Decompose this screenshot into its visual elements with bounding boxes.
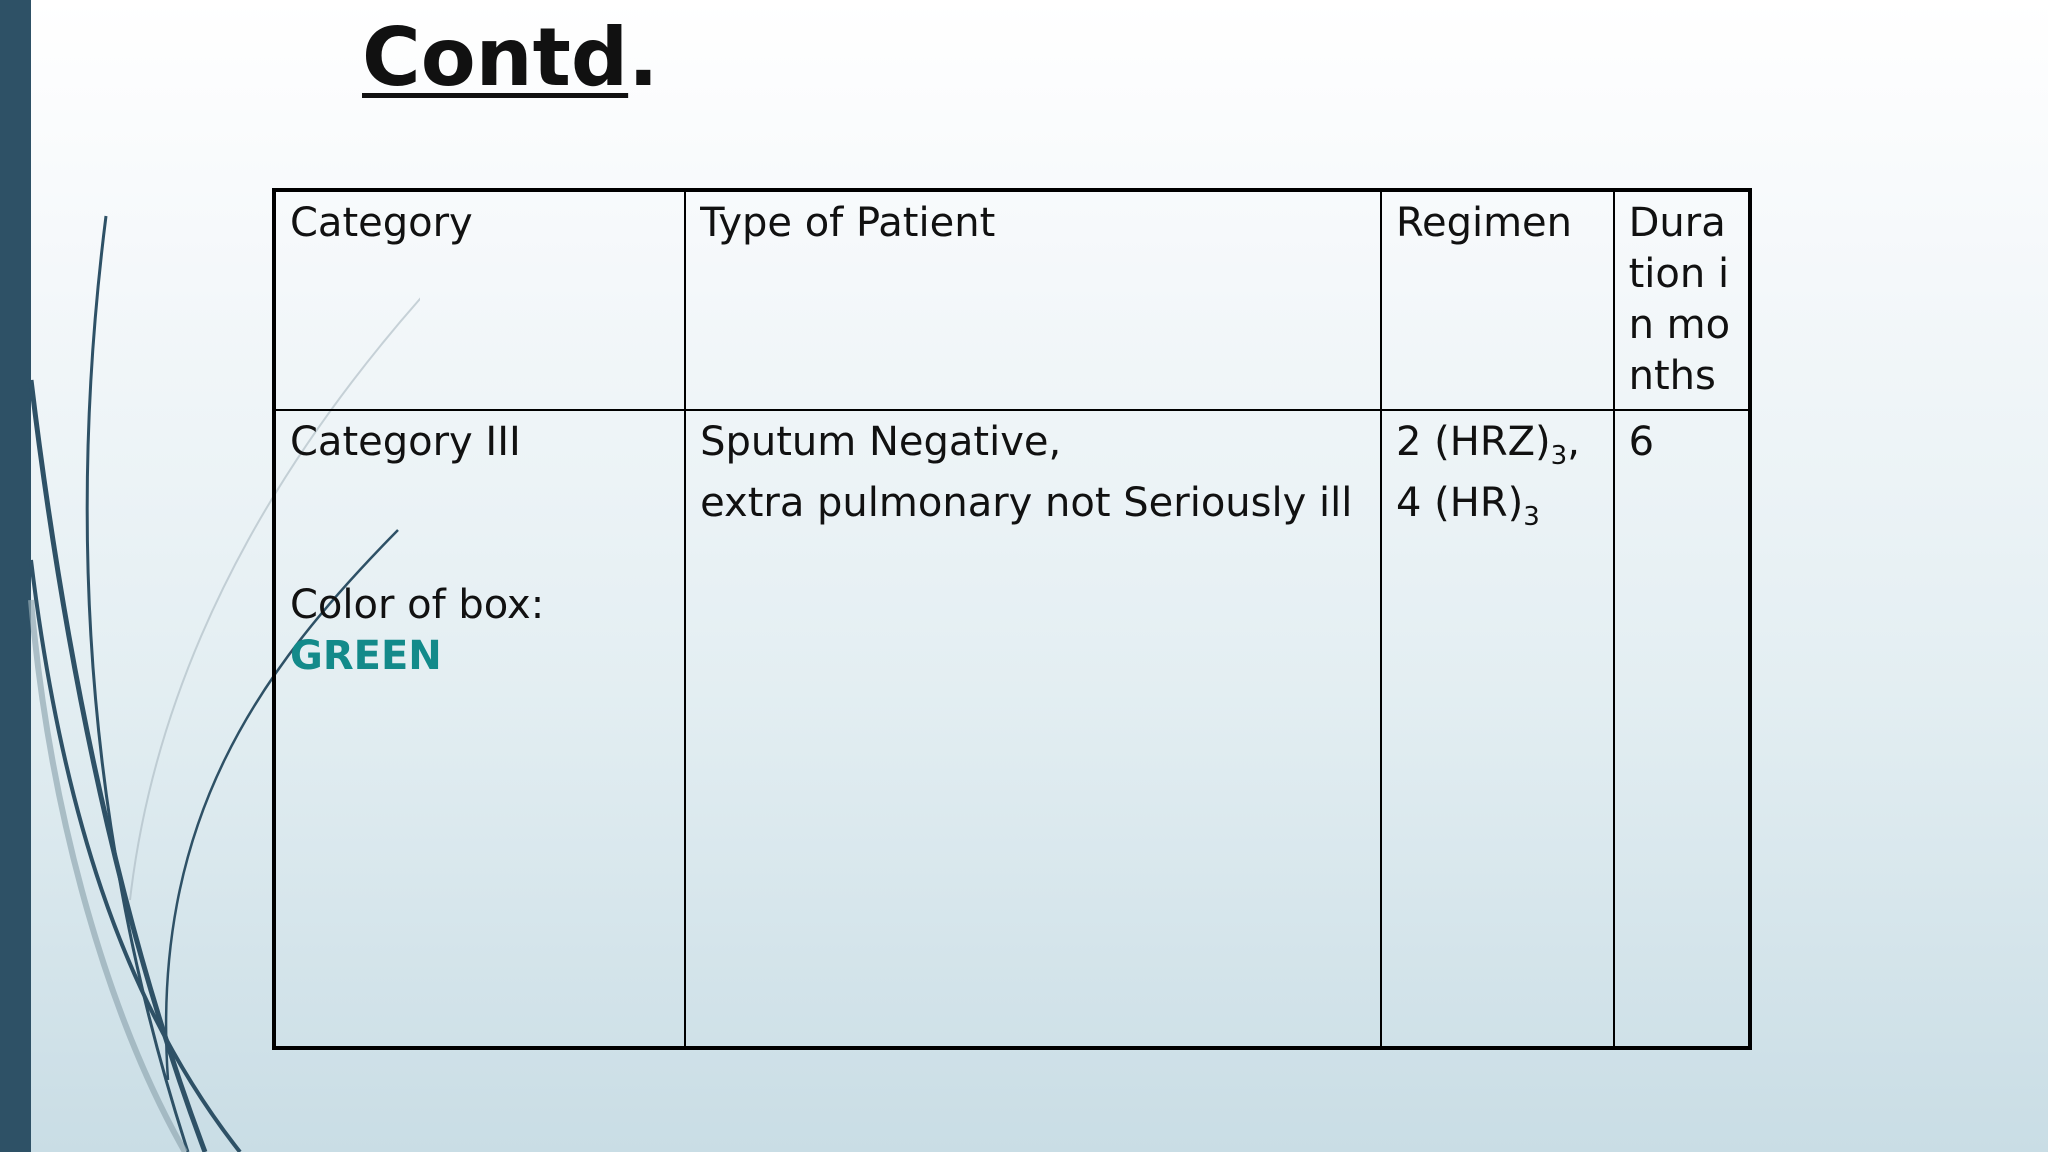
regimen-1-frequency: 3	[1550, 441, 1568, 471]
regimen-1-drugs: 2 (HRZ)	[1395, 419, 1551, 465]
category-value: Category III	[290, 419, 521, 465]
regimen-2-frequency: 3	[1523, 502, 1540, 532]
patient-type-line-1: Sputum Negative,	[700, 419, 1062, 465]
table-row	[274, 410, 1750, 1048]
slide-title-period: .	[628, 11, 659, 104]
slide-title	[362, 8, 659, 108]
regimen-1-comma: ,	[1567, 419, 1580, 465]
cell-category	[274, 410, 685, 1048]
patient-type-line-2: extra pulmonary not Seriously ill	[700, 480, 1353, 526]
cell-type-of-patient	[685, 410, 1381, 1048]
regimen-line-1	[1395, 417, 1599, 471]
header-category: Category	[274, 190, 685, 410]
regimen-table	[272, 188, 1752, 1050]
header-type-of-patient: Type of Patient	[685, 190, 1381, 410]
cell-regimen	[1381, 410, 1614, 1048]
slide-title-text: Contd	[362, 11, 629, 104]
table-header-row	[274, 190, 1750, 410]
regimen-2-drugs: 4 (HR)	[1395, 480, 1524, 526]
cell-duration: 6	[1614, 410, 1750, 1048]
header-regimen: Regimen	[1381, 190, 1614, 410]
regimen-line-2	[1395, 478, 1599, 532]
category-spacer	[290, 468, 670, 580]
color-of-box-label: Color of box:	[290, 582, 545, 628]
header-duration: Duration in months	[1614, 190, 1750, 410]
color-of-box-value: GREEN	[290, 633, 442, 679]
